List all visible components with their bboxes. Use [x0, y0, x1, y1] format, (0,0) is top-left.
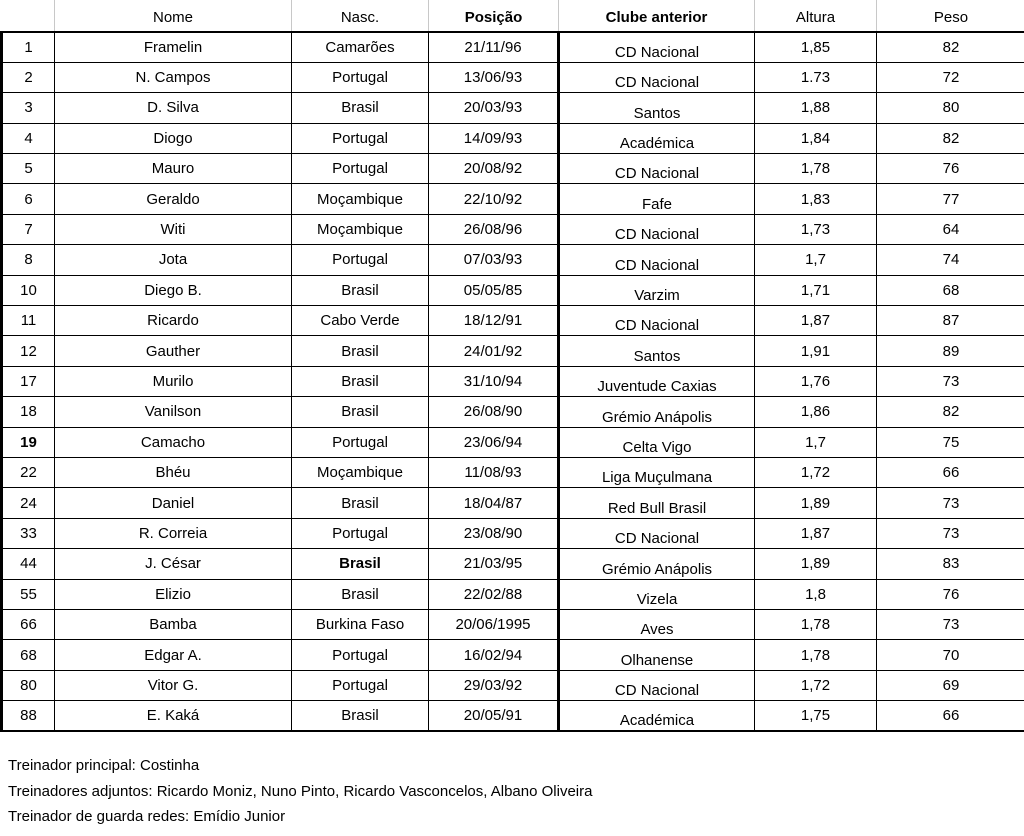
- height-cell[interactable]: 1,78: [755, 640, 877, 670]
- name-cell[interactable]: Ricardo: [55, 306, 292, 336]
- birthdate-cell[interactable]: 20/06/1995: [429, 609, 559, 639]
- name-cell[interactable]: Camacho: [55, 427, 292, 457]
- weight-cell[interactable]: 66: [877, 457, 1024, 487]
- height-cell[interactable]: 1,86: [755, 397, 877, 427]
- previous-club-cell[interactable]: Grémio Anápolis: [559, 397, 755, 427]
- name-cell[interactable]: Geraldo: [55, 184, 292, 214]
- name-cell[interactable]: Vitor G.: [55, 670, 292, 700]
- name-cell[interactable]: Witi: [55, 214, 292, 244]
- shirt-number-cell[interactable]: 4: [2, 123, 55, 153]
- name-cell[interactable]: Vanilson: [55, 397, 292, 427]
- weight-cell[interactable]: 82: [877, 397, 1024, 427]
- table-row: [2, 306, 1024, 336]
- weight-cell[interactable]: 76: [877, 154, 1024, 184]
- name-cell[interactable]: R. Correia: [55, 518, 292, 548]
- nationality-cell[interactable]: Portugal: [292, 245, 429, 275]
- height-cell[interactable]: 1,87: [755, 518, 877, 548]
- shirt-number-cell[interactable]: 2: [2, 62, 55, 92]
- height-cell[interactable]: 1,88: [755, 93, 877, 123]
- nationality-cell[interactable]: Moçambique: [292, 184, 429, 214]
- nationality-cell[interactable]: Portugal: [292, 123, 429, 153]
- previous-club-cell[interactable]: Fafe: [559, 184, 755, 214]
- shirt-number-cell[interactable]: 24: [2, 488, 55, 518]
- header-peso[interactable]: Peso: [877, 0, 1024, 32]
- birthdate-cell[interactable]: 22/10/92: [429, 184, 559, 214]
- weight-cell[interactable]: 75: [877, 427, 1024, 457]
- shirt-number-cell[interactable]: 68: [2, 640, 55, 670]
- height-cell[interactable]: 1,71: [755, 275, 877, 305]
- previous-club-cell[interactable]: Red Bull Brasil: [559, 488, 755, 518]
- weight-cell[interactable]: 72: [877, 62, 1024, 92]
- birthdate-cell[interactable]: 23/06/94: [429, 427, 559, 457]
- previous-club-cell[interactable]: Académica: [559, 123, 755, 153]
- previous-club-cell[interactable]: CD Nacional: [559, 154, 755, 184]
- weight-cell[interactable]: 83: [877, 549, 1024, 579]
- nationality-cell[interactable]: Brasil: [292, 275, 429, 305]
- name-cell[interactable]: Bamba: [55, 609, 292, 639]
- name-cell[interactable]: E. Kaká: [55, 701, 292, 731]
- table-row: [2, 427, 1024, 457]
- shirt-number-cell[interactable]: 11: [2, 306, 55, 336]
- name-cell[interactable]: Jota: [55, 245, 292, 275]
- birthdate-cell[interactable]: 07/03/93: [429, 245, 559, 275]
- shirt-number-cell[interactable]: 44: [2, 549, 55, 579]
- shirt-number-cell[interactable]: 12: [2, 336, 55, 366]
- weight-cell[interactable]: 73: [877, 366, 1024, 396]
- previous-club-cell[interactable]: Celta Vigo: [559, 427, 755, 457]
- nationality-cell[interactable]: Camarões: [292, 32, 429, 62]
- height-cell[interactable]: 1,85: [755, 32, 877, 62]
- birthdate-cell[interactable]: 18/12/91: [429, 306, 559, 336]
- header-clube-anterior[interactable]: Clube anterior: [559, 0, 755, 32]
- name-cell[interactable]: Diego B.: [55, 275, 292, 305]
- shirt-number-cell[interactable]: 18: [2, 397, 55, 427]
- shirt-number-cell[interactable]: 33: [2, 518, 55, 548]
- height-cell[interactable]: 1,78: [755, 154, 877, 184]
- height-cell[interactable]: 1,87: [755, 306, 877, 336]
- table-row: [2, 32, 1024, 62]
- height-cell[interactable]: 1,89: [755, 549, 877, 579]
- header-number[interactable]: [2, 0, 55, 32]
- birthdate-cell[interactable]: 23/08/90: [429, 518, 559, 548]
- name-cell[interactable]: J. César: [55, 549, 292, 579]
- name-cell[interactable]: Daniel: [55, 488, 292, 518]
- height-cell[interactable]: 1,73: [755, 214, 877, 244]
- height-cell[interactable]: 1,72: [755, 670, 877, 700]
- name-cell[interactable]: N. Campos: [55, 62, 292, 92]
- birthdate-cell[interactable]: 21/03/95: [429, 549, 559, 579]
- birthdate-cell[interactable]: 11/08/93: [429, 457, 559, 487]
- weight-cell[interactable]: 74: [877, 245, 1024, 275]
- shirt-number-cell[interactable]: 88: [2, 701, 55, 731]
- shirt-number-cell[interactable]: 80: [2, 670, 55, 700]
- height-cell[interactable]: 1,76: [755, 366, 877, 396]
- shirt-number-cell[interactable]: 6: [2, 184, 55, 214]
- previous-club-cell[interactable]: Vizela: [559, 579, 755, 609]
- birthdate-cell[interactable]: 05/05/85: [429, 275, 559, 305]
- weight-cell[interactable]: 80: [877, 93, 1024, 123]
- shirt-number-cell[interactable]: 10: [2, 275, 55, 305]
- nationality-cell[interactable]: Brasil: [292, 93, 429, 123]
- height-cell[interactable]: 1,78: [755, 609, 877, 639]
- weight-cell[interactable]: 87: [877, 306, 1024, 336]
- header-nasc[interactable]: Nasc.: [292, 0, 429, 32]
- birthdate-cell[interactable]: 16/02/94: [429, 640, 559, 670]
- previous-club-cell[interactable]: CD Nacional: [559, 245, 755, 275]
- height-cell[interactable]: 1,91: [755, 336, 877, 366]
- name-cell[interactable]: D. Silva: [55, 93, 292, 123]
- table-row: [2, 336, 1024, 366]
- height-cell[interactable]: 1,7: [755, 245, 877, 275]
- birthdate-cell[interactable]: 26/08/96: [429, 214, 559, 244]
- name-cell[interactable]: Murilo: [55, 366, 292, 396]
- weight-cell[interactable]: 77: [877, 184, 1024, 214]
- name-cell[interactable]: Gauther: [55, 336, 292, 366]
- shirt-number-cell[interactable]: 8: [2, 245, 55, 275]
- previous-club-cell[interactable]: CD Nacional: [559, 306, 755, 336]
- birthdate-cell[interactable]: 20/08/92: [429, 154, 559, 184]
- shirt-number-cell[interactable]: 55: [2, 579, 55, 609]
- name-cell[interactable]: Framelin: [55, 32, 292, 62]
- name-cell[interactable]: Mauro: [55, 154, 292, 184]
- table-row: [2, 214, 1024, 244]
- table-row: [2, 701, 1024, 731]
- previous-club-cell[interactable]: Liga Muçulmana: [559, 457, 755, 487]
- table-row: [2, 397, 1024, 427]
- name-cell[interactable]: Elizio: [55, 579, 292, 609]
- weight-cell[interactable]: 73: [877, 488, 1024, 518]
- height-cell[interactable]: 1,89: [755, 488, 877, 518]
- assistant-coaches-note: Treinadores adjuntos: Ricardo Moniz, Nuno Pinto, Ricardo Vasconcelos, Albano Oliveira: [8, 783, 593, 800]
- weight-cell[interactable]: 69: [877, 670, 1024, 700]
- nationality-cell[interactable]: Portugal: [292, 670, 429, 700]
- weight-cell[interactable]: 73: [877, 518, 1024, 548]
- previous-club-cell[interactable]: Olhanense: [559, 640, 755, 670]
- height-cell[interactable]: 1,7: [755, 427, 877, 457]
- nationality-cell[interactable]: Portugal: [292, 154, 429, 184]
- shirt-number-cell[interactable]: 22: [2, 457, 55, 487]
- previous-club-cell[interactable]: CD Nacional: [559, 32, 755, 62]
- table-row: [2, 670, 1024, 700]
- weight-cell[interactable]: 82: [877, 32, 1024, 62]
- nationality-cell[interactable]: Portugal: [292, 62, 429, 92]
- birthdate-cell[interactable]: 22/02/88: [429, 579, 559, 609]
- weight-cell[interactable]: 66: [877, 701, 1024, 731]
- weight-cell[interactable]: 64: [877, 214, 1024, 244]
- name-cell[interactable]: Edgar A.: [55, 640, 292, 670]
- birthdate-cell[interactable]: 18/04/87: [429, 488, 559, 518]
- previous-club-cell[interactable]: Aves: [559, 609, 755, 639]
- table-row: [2, 275, 1024, 305]
- previous-club-cell[interactable]: Académica: [559, 701, 755, 731]
- height-cell[interactable]: 1,84: [755, 123, 877, 153]
- weight-cell[interactable]: 70: [877, 640, 1024, 670]
- table-row: [2, 245, 1024, 275]
- weight-cell[interactable]: 89: [877, 336, 1024, 366]
- header-posicao[interactable]: Posição: [429, 0, 559, 32]
- height-cell[interactable]: 1,8: [755, 579, 877, 609]
- previous-club-cell[interactable]: CD Nacional: [559, 214, 755, 244]
- table-row: [2, 366, 1024, 396]
- shirt-number-cell[interactable]: 19: [2, 427, 55, 457]
- nationality-cell[interactable]: Brasil: [292, 366, 429, 396]
- nationality-cell[interactable]: Cabo Verde: [292, 306, 429, 336]
- nationality-cell[interactable]: Brasil: [292, 488, 429, 518]
- name-cell[interactable]: Bhéu: [55, 457, 292, 487]
- goalkeeper-coach-note: Treinador de guarda redes: Emídio Junior: [8, 808, 286, 825]
- table-row: [2, 457, 1024, 487]
- table-row: [2, 518, 1024, 548]
- birthdate-cell[interactable]: 31/10/94: [429, 366, 559, 396]
- table-row: [2, 123, 1024, 153]
- nationality-cell[interactable]: Brasil: [292, 397, 429, 427]
- birthdate-cell[interactable]: 20/03/93: [429, 93, 559, 123]
- birthdate-cell[interactable]: 24/01/92: [429, 336, 559, 366]
- birthdate-cell[interactable]: 21/11/96: [429, 32, 559, 62]
- previous-club-cell[interactable]: CD Nacional: [559, 62, 755, 92]
- header-row: [2, 0, 1024, 32]
- previous-club-cell[interactable]: Santos: [559, 336, 755, 366]
- shirt-number-cell[interactable]: 5: [2, 154, 55, 184]
- nationality-cell[interactable]: Brasil: [292, 549, 429, 579]
- previous-club-cell[interactable]: Juventude Caxias: [559, 366, 755, 396]
- table-row: [2, 154, 1024, 184]
- table-row: [2, 93, 1024, 123]
- previous-club-cell[interactable]: Varzim: [559, 275, 755, 305]
- shirt-number-cell[interactable]: 17: [2, 366, 55, 396]
- shirt-number-cell[interactable]: 7: [2, 214, 55, 244]
- previous-club-cell[interactable]: CD Nacional: [559, 518, 755, 548]
- height-cell[interactable]: 1,75: [755, 701, 877, 731]
- birthdate-cell[interactable]: 13/06/93: [429, 62, 559, 92]
- nationality-cell[interactable]: Burkina Faso: [292, 609, 429, 639]
- header-altura[interactable]: Altura: [755, 0, 877, 32]
- weight-cell[interactable]: 68: [877, 275, 1024, 305]
- nationality-cell[interactable]: Moçambique: [292, 214, 429, 244]
- header-nome[interactable]: Nome: [55, 0, 292, 32]
- nationality-cell[interactable]: Portugal: [292, 427, 429, 457]
- birthdate-cell[interactable]: 26/08/90: [429, 397, 559, 427]
- head-coach-note: Treinador principal: Costinha: [8, 757, 200, 774]
- table-row: [2, 579, 1024, 609]
- table-row: [2, 640, 1024, 670]
- nationality-cell[interactable]: Portugal: [292, 518, 429, 548]
- table-row: [2, 62, 1024, 92]
- weight-cell[interactable]: 73: [877, 609, 1024, 639]
- table-row: [2, 609, 1024, 639]
- shirt-number-cell[interactable]: 66: [2, 609, 55, 639]
- nationality-cell[interactable]: Brasil: [292, 336, 429, 366]
- previous-club-cell[interactable]: Grémio Anápolis: [559, 549, 755, 579]
- table-body: [2, 32, 1024, 731]
- nationality-cell[interactable]: Moçambique: [292, 457, 429, 487]
- previous-club-cell[interactable]: CD Nacional: [559, 670, 755, 700]
- table-row: [2, 549, 1024, 579]
- height-cell[interactable]: 1.73: [755, 62, 877, 92]
- shirt-number-cell[interactable]: 1: [2, 32, 55, 62]
- previous-club-cell[interactable]: Santos: [559, 93, 755, 123]
- height-cell[interactable]: 1,72: [755, 457, 877, 487]
- birthdate-cell[interactable]: 29/03/92: [429, 670, 559, 700]
- weight-cell[interactable]: 82: [877, 123, 1024, 153]
- table-row: [2, 488, 1024, 518]
- birthdate-cell[interactable]: 20/05/91: [429, 701, 559, 731]
- nationality-cell[interactable]: Portugal: [292, 640, 429, 670]
- shirt-number-cell[interactable]: 3: [2, 93, 55, 123]
- table-row: [2, 184, 1024, 214]
- nationality-cell[interactable]: Brasil: [292, 701, 429, 731]
- birthdate-cell[interactable]: 14/09/93: [429, 123, 559, 153]
- nationality-cell[interactable]: Brasil: [292, 579, 429, 609]
- height-cell[interactable]: 1,83: [755, 184, 877, 214]
- weight-cell[interactable]: 76: [877, 579, 1024, 609]
- name-cell[interactable]: Diogo: [55, 123, 292, 153]
